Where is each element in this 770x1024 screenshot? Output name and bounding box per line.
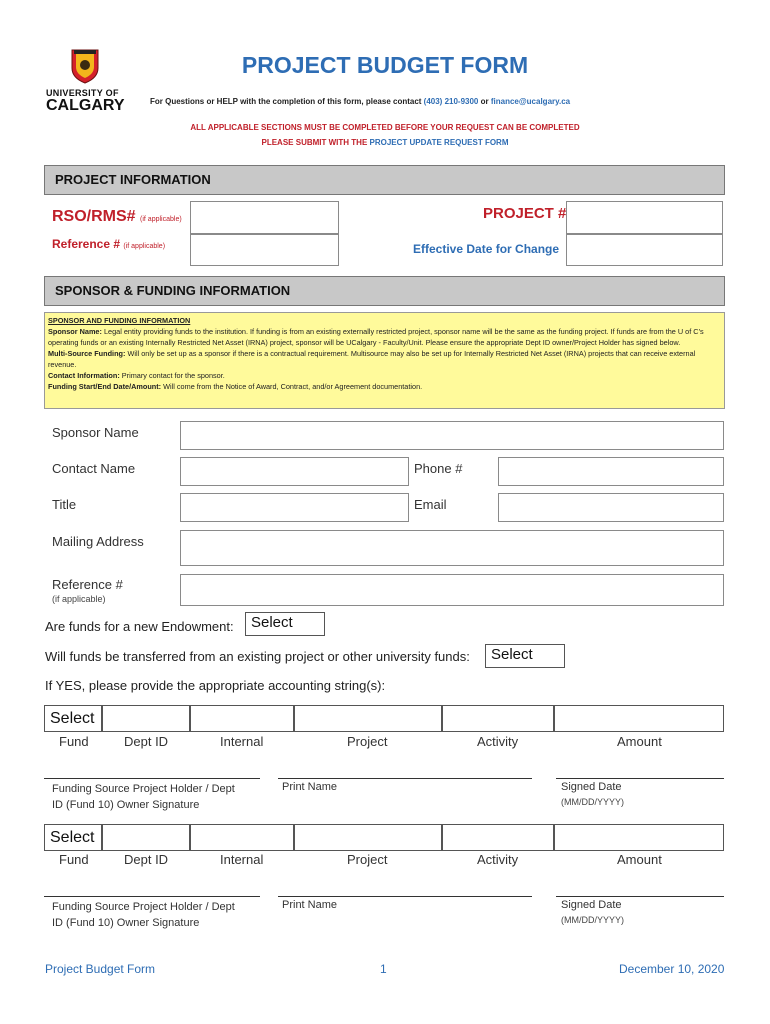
col-dept-id: Dept ID bbox=[124, 852, 169, 867]
note-dates-text: Will come from the Notice of Award, Contract, and/or Agreement documentation. bbox=[163, 382, 423, 391]
col-fund: Fund bbox=[59, 734, 89, 749]
logo-text-line2: CALGARY bbox=[46, 97, 125, 114]
footer-date: December 10, 2020 bbox=[619, 962, 725, 976]
sponsor-heading: SPONSOR & FUNDING INFORMATION bbox=[44, 276, 725, 306]
help-phone: (403) 210-9300 bbox=[423, 97, 479, 106]
print-name-label: Print Name bbox=[282, 899, 338, 911]
signature-line[interactable] bbox=[44, 778, 260, 779]
activity-input[interactable] bbox=[442, 824, 554, 851]
activity-input[interactable] bbox=[442, 705, 554, 732]
internal-input[interactable] bbox=[190, 705, 294, 732]
sponsor-info-note bbox=[44, 312, 725, 409]
note-contact-text: Primary contact for the sponsor. bbox=[121, 371, 225, 380]
help-line bbox=[150, 97, 570, 106]
signature-label-line1: Funding Source Project Holder / Dept bbox=[52, 783, 235, 795]
note-multi bbox=[48, 348, 721, 370]
signed-date-line[interactable] bbox=[556, 778, 724, 779]
signature-label-line2: ID (Fund 10) Owner Signature bbox=[52, 799, 200, 811]
page-title: PROJECT BUDGET FORM bbox=[241, 52, 529, 78]
phone-input[interactable] bbox=[498, 457, 724, 486]
email-input[interactable] bbox=[498, 493, 724, 522]
note-dates bbox=[48, 381, 721, 392]
col-internal: Internal bbox=[220, 734, 264, 749]
col-amount: Amount bbox=[617, 734, 662, 749]
signed-date-line[interactable] bbox=[556, 896, 724, 897]
project-input[interactable] bbox=[294, 705, 442, 732]
col-amount: Amount bbox=[617, 852, 662, 867]
note-multi-text: Will only be set up as a sponsor if there is a contractual requirement. Multisource may also be set up for Internally Restricted Net Asset (IRNA) projects that can receive external revenue. bbox=[48, 349, 696, 369]
amount-input[interactable] bbox=[554, 824, 724, 851]
signature-line[interactable] bbox=[44, 896, 260, 897]
help-email-link[interactable]: finance@ucalgary.ca bbox=[490, 97, 571, 106]
project-number-input[interactable] bbox=[566, 201, 723, 234]
note-contact-label: Contact Information: bbox=[48, 371, 120, 380]
footer-form-name: Project Budget Form bbox=[45, 962, 156, 976]
rso-label-text: RSO/RMS# bbox=[52, 208, 136, 225]
note-sponsor-label: Sponsor Name: bbox=[48, 327, 102, 336]
signature-label-line1: Funding Source Project Holder / Dept bbox=[52, 901, 235, 913]
project-info-heading: PROJECT INFORMATION bbox=[44, 165, 725, 195]
col-project: Project bbox=[347, 734, 388, 749]
note-multi-label: Multi-Source Funding: bbox=[48, 349, 126, 358]
warning-line-1: ALL APPLICABLE SECTIONS MUST BE COMPLETED BEFORE YOUR REQUEST CAN BE COMPLETED bbox=[190, 123, 580, 132]
transfer-question: Will funds be transferred from an existing project or other university funds: bbox=[45, 649, 470, 664]
rso-note: (if applicable) bbox=[140, 216, 182, 223]
title-label: Title bbox=[52, 497, 77, 512]
endowment-question: Are funds for a new Endowment: bbox=[45, 619, 234, 634]
date-format-note: (MM/DD/YYYY) bbox=[561, 797, 624, 807]
contact-name-input[interactable] bbox=[180, 457, 409, 486]
note-sponsor-text: Legal entity providing funds to the institution. If funding is from an existing externally restricted project, sponsor name will be the same as the funding project. If funds are from the U of C's operating funds or an existing Internally Restricted Net Asset (IRNA) project, sponsor will be UCalgary - Faculty/Unit. Please ensure the appropriate Dept ID owner/Project Holder has signed below. bbox=[48, 327, 704, 347]
dept-id-input[interactable] bbox=[102, 824, 190, 851]
col-dept-id: Dept ID bbox=[124, 734, 169, 749]
project-update-link[interactable]: PROJECT UPDATE REQUEST FORM bbox=[369, 138, 509, 147]
sponsor-reference-note: (if applicable) bbox=[52, 594, 106, 604]
help-or: or bbox=[480, 97, 489, 106]
warning-2-text: PLEASE SUBMIT WITH THE bbox=[261, 138, 368, 147]
date-format-note: (MM/DD/YYYY) bbox=[561, 915, 624, 925]
sponsor-name-input[interactable] bbox=[180, 421, 724, 450]
fund-select[interactable]: Select bbox=[44, 824, 102, 851]
amount-input[interactable] bbox=[554, 705, 724, 732]
dept-id-input[interactable] bbox=[102, 705, 190, 732]
warning-line-2 bbox=[0, 138, 770, 147]
internal-input[interactable] bbox=[190, 824, 294, 851]
help-text: For Questions or HELP with the completion of this form, please contact bbox=[150, 97, 422, 106]
reference-input[interactable] bbox=[190, 234, 339, 266]
signed-date-label: Signed Date bbox=[561, 899, 622, 911]
col-project: Project bbox=[347, 852, 388, 867]
phone-label: Phone # bbox=[414, 461, 463, 476]
col-internal: Internal bbox=[220, 852, 264, 867]
reference-label-text: Reference # bbox=[52, 237, 121, 251]
print-name-label: Print Name bbox=[282, 781, 338, 793]
col-activity: Activity bbox=[477, 852, 519, 867]
mailing-address-label: Mailing Address bbox=[52, 534, 144, 549]
signature-label-line2: ID (Fund 10) Owner Signature bbox=[52, 917, 200, 929]
sponsor-reference-input[interactable] bbox=[180, 574, 724, 606]
rso-input[interactable] bbox=[190, 201, 339, 234]
fund-select[interactable]: Select bbox=[44, 705, 102, 732]
rso-label bbox=[52, 208, 182, 226]
reference-note: (if applicable) bbox=[123, 243, 166, 250]
signature-label bbox=[52, 899, 235, 931]
transfer-select[interactable]: Select bbox=[485, 644, 565, 668]
note-contact bbox=[48, 370, 721, 381]
col-fund: Fund bbox=[59, 852, 89, 867]
endowment-select[interactable]: Select bbox=[245, 612, 325, 636]
print-name-line[interactable] bbox=[278, 896, 532, 897]
mailing-address-input[interactable] bbox=[180, 530, 724, 566]
reference-label bbox=[52, 237, 165, 251]
footer-page-number: 1 bbox=[380, 962, 387, 976]
print-name-line[interactable] bbox=[278, 778, 532, 779]
col-activity: Activity bbox=[477, 734, 519, 749]
sponsor-name-label: Sponsor Name bbox=[52, 425, 139, 440]
title-input[interactable] bbox=[180, 493, 409, 522]
effective-date-input[interactable] bbox=[566, 234, 723, 266]
note-title: SPONSOR AND FUNDING INFORMATION bbox=[48, 316, 191, 325]
note-dates-label: Funding Start/End Date/Amount: bbox=[48, 382, 162, 391]
note-sponsor bbox=[48, 326, 721, 348]
logo-text-line1: UNIVERSITY OF bbox=[46, 88, 119, 98]
signed-date-label: Signed Date bbox=[561, 781, 622, 793]
project-number-label: PROJECT # bbox=[483, 205, 567, 222]
effective-date-label: Effective Date for Change bbox=[413, 242, 560, 256]
contact-name-label: Contact Name bbox=[52, 461, 136, 476]
project-input[interactable] bbox=[294, 824, 442, 851]
sponsor-reference-label: Reference # bbox=[52, 577, 123, 592]
email-label: Email bbox=[414, 497, 447, 512]
signature-label bbox=[52, 781, 235, 813]
if-yes-instruction: If YES, please provide the appropriate accounting string(s): bbox=[45, 678, 386, 693]
